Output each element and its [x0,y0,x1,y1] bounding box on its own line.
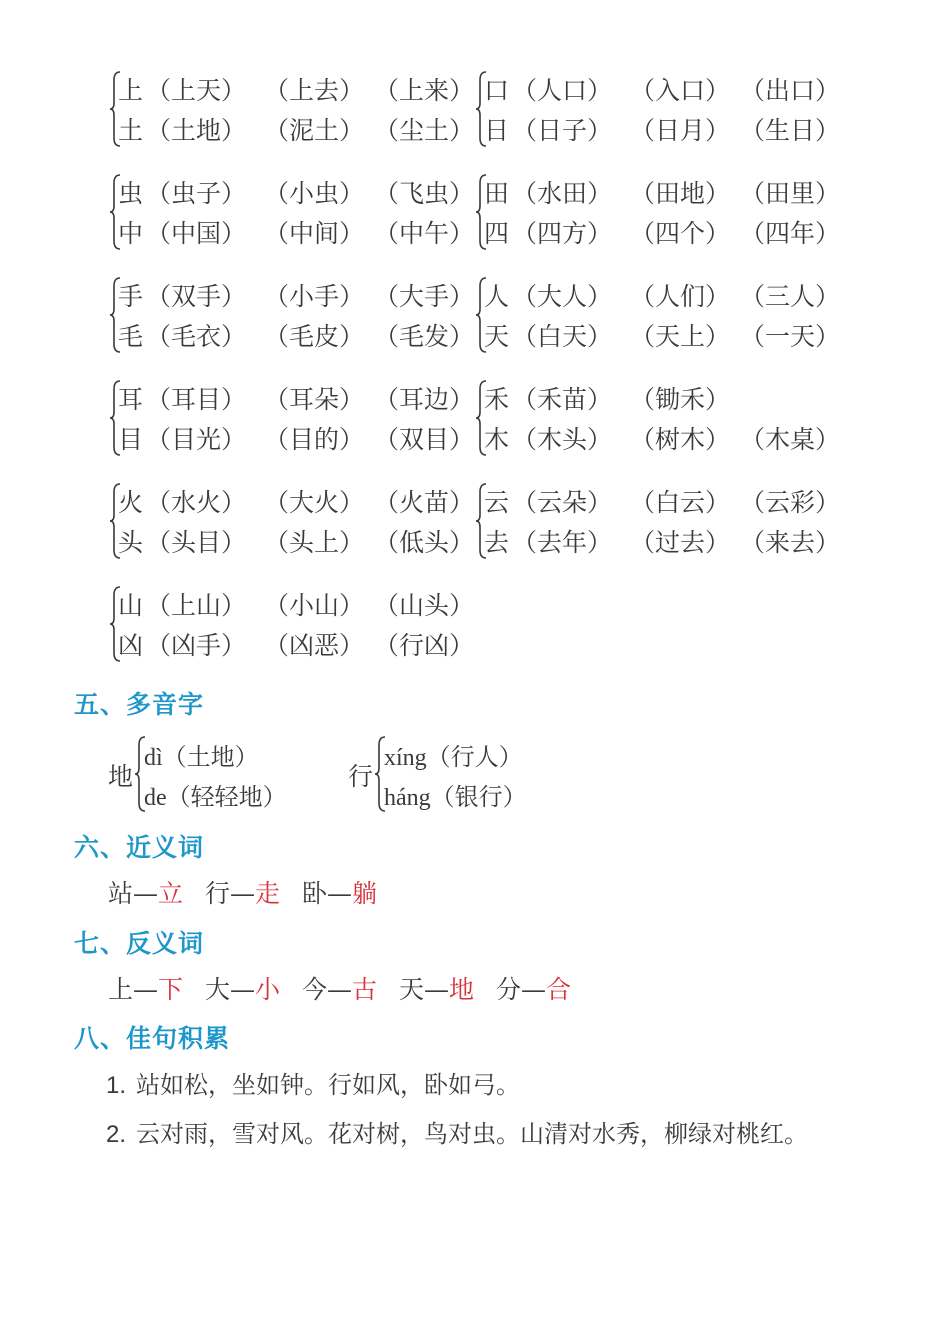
word-line [118,385,484,415]
dash: — [133,879,159,908]
compound-word: （耳朵） [264,385,365,414]
base-character: 天 [484,322,510,351]
compound-word: （生日） [740,116,841,145]
base-character: 四 [484,219,510,248]
synonym-list [108,874,391,910]
word-group [108,377,475,461]
base-character: 目 [118,425,144,454]
base-character: 手 [118,282,144,311]
compound-word: （行凶） [374,631,475,660]
compound-word: （天上） [630,322,731,351]
compound-word: （大手） [374,282,475,311]
word-group [474,377,841,461]
word-line [484,219,850,249]
answer-word: 躺 [351,879,377,908]
base-character: 耳 [118,385,144,414]
compound-word: （锄禾） [630,385,731,414]
answer-word: 古 [351,975,377,1004]
compound-word: （耳目） [146,385,247,414]
antonym-pair [205,975,280,1004]
compound-word: （日子） [512,116,613,145]
synonym-pair [108,879,183,908]
base-character: 山 [118,591,144,620]
synonym-pair [302,879,377,908]
compound-word: （低头） [374,528,475,557]
answer-word: 立 [158,879,184,908]
compound-word: （泥土） [264,116,365,145]
compound-word: （上山） [146,591,247,620]
section-heading-synonyms: 六、近义词 [74,833,205,862]
sentence-item [106,1065,520,1100]
word-group [474,171,841,255]
word: 上 [108,975,134,1004]
synonym-pair [205,879,280,908]
word-line [484,282,850,312]
compound-word: （土地） [146,116,247,145]
word-line [118,488,484,518]
polyphone-reading [384,777,527,812]
word-line [118,116,484,146]
compound-word: （小手） [264,282,365,311]
base-character: 口 [484,76,510,105]
compound-word: （尘土） [374,116,475,145]
compound-word: （凶恶） [264,631,365,660]
compound-word: （虫子） [146,179,247,208]
compound-word: （上天） [146,76,247,105]
compound-word: （一天） [740,322,841,351]
compound-word: （头上） [264,528,365,557]
compound-word: （白云） [630,488,731,517]
compound-word: （耳边） [374,385,475,414]
compound-word: （毛衣） [146,322,247,351]
answer-word: 小 [255,975,281,1004]
sentence-text: 云对雨，雪对风。花对树，鸟对虫。山清对水秀，柳绿对桃红。 [136,1120,809,1148]
word-group [474,274,841,358]
compound-word: （上去） [264,76,365,105]
dash: — [230,879,255,908]
compound-word: （四方） [512,219,613,248]
compound-word: （云彩） [740,488,841,517]
compound-word: （水田） [512,179,613,208]
word-line [118,425,484,455]
compound-word: （飞虫） [374,179,475,208]
compound-word: （四个） [630,219,731,248]
compound-word: （小虫） [264,179,365,208]
compound-word: （三人） [740,282,841,311]
word-line [484,425,850,455]
dash: — [423,975,449,1004]
compound-word: （中国） [146,219,247,248]
polyphone-char: 行 [348,762,374,791]
answer-word: 走 [255,879,281,908]
polyphone-group [108,733,328,817]
compound-word: （云朵） [512,488,613,517]
base-character: 禾 [484,385,510,414]
polyphone-group [348,733,568,817]
sentence-number: 2. [106,1121,127,1148]
dash: — [520,975,546,1004]
word-line [484,179,850,209]
compound-word: （水火） [146,488,247,517]
word-group [108,274,475,358]
compound-word: （火苗） [374,488,475,517]
word-line [118,591,484,621]
antonym-pair [496,975,571,1004]
compound-word: （来去） [740,528,841,557]
section-heading-antonyms: 七、反义词 [74,929,205,958]
word: 大 [204,975,230,1004]
answer-word: 下 [158,975,184,1004]
word-line [118,282,484,312]
compound-word: （大火） [264,488,365,517]
base-character: 云 [484,488,510,517]
compound-word: （出口） [740,76,841,105]
dash: — [230,975,255,1004]
sentence-text: 站如松，坐如钟。行如风，卧如弓。 [136,1071,521,1099]
word-group [474,480,841,564]
base-character: 日 [484,116,510,145]
word-line [118,528,484,558]
word-line [118,179,484,209]
pinyin: xíng [384,745,427,771]
example-word: （土地） [162,743,259,771]
word-group [108,583,475,667]
compound-word: （四年） [740,219,841,248]
base-character: 中 [118,219,144,248]
dash: — [133,975,159,1004]
polyphone-reading [144,737,259,772]
antonym-list [108,970,585,1006]
pinyin: de [144,785,167,811]
word: 站 [108,879,134,908]
compound-word: （毛发） [374,322,475,351]
word-group [108,68,475,152]
compound-word: （人口） [512,76,613,105]
antonym-pair [108,975,183,1004]
compound-word: （中午） [374,219,475,248]
base-character: 火 [118,488,144,517]
compound-word: （人们） [630,282,731,311]
antonym-pair [399,975,474,1004]
word-line [484,488,850,518]
word: 今 [301,975,327,1004]
word: 天 [398,975,424,1004]
base-character: 毛 [118,322,144,351]
base-character: 田 [484,179,510,208]
word-group [108,480,475,564]
compound-word: （过去） [630,528,731,557]
word-line [118,631,484,661]
compound-word: （双目） [374,425,475,454]
compound-word: （山头） [374,591,475,620]
polyphone-char: 地 [108,762,134,791]
pinyin: dì [144,745,163,771]
base-character: 凶 [118,631,144,660]
compound-word: （树木） [630,425,731,454]
sentence-item [106,1114,808,1149]
word-line [484,116,850,146]
pinyin: háng [384,785,431,811]
dash: — [326,975,352,1004]
base-character: 木 [484,425,510,454]
polyphone-reading [384,737,523,772]
polyphone-reading [144,777,287,812]
compound-word: （小山） [264,591,365,620]
word: 分 [495,975,521,1004]
compound-word: （凶手） [146,631,247,660]
word-line [118,76,484,106]
compound-word: （木桌） [740,425,841,454]
answer-word: 合 [545,975,571,1004]
compound-word: （上来） [374,76,475,105]
base-character: 人 [484,282,510,311]
compound-word: （头目） [146,528,247,557]
compound-word: （毛皮） [264,322,365,351]
section-heading-polyphones: 五、多音字 [74,690,205,719]
compound-word: （目光） [146,425,247,454]
compound-word: （日月） [630,116,731,145]
compound-word: （去年） [512,528,613,557]
word-line [484,528,850,558]
word-group [108,171,475,255]
compound-word: （白天） [512,322,613,351]
answer-word: 地 [448,975,474,1004]
compound-word: （双手） [146,282,247,311]
base-character: 头 [118,528,144,557]
compound-word: （入口） [630,76,731,105]
word: 行 [204,879,230,908]
compound-word: （目的） [264,425,365,454]
compound-word: （田里） [740,179,841,208]
example-word: （行人） [426,743,523,771]
word-line [118,219,484,249]
section-heading-sentences: 八、佳句积累 [74,1024,231,1053]
word-line [118,322,484,352]
compound-word: （禾苗） [512,385,613,414]
base-character: 上 [118,76,144,105]
base-character: 去 [484,528,510,557]
word-group [474,68,841,152]
word-line [484,76,850,106]
compound-word: （木头） [512,425,613,454]
example-word: （银行） [430,783,527,811]
antonym-pair [302,975,377,1004]
word-line [484,385,740,415]
example-word: （轻轻地） [166,783,287,811]
word: 卧 [301,879,327,908]
compound-word: （田地） [630,179,731,208]
compound-word: （大人） [512,282,613,311]
dash: — [326,879,352,908]
word-line [484,322,850,352]
base-character: 虫 [118,179,144,208]
sentence-number: 1. [106,1072,127,1099]
base-character: 土 [118,116,144,145]
compound-word: （中间） [264,219,365,248]
